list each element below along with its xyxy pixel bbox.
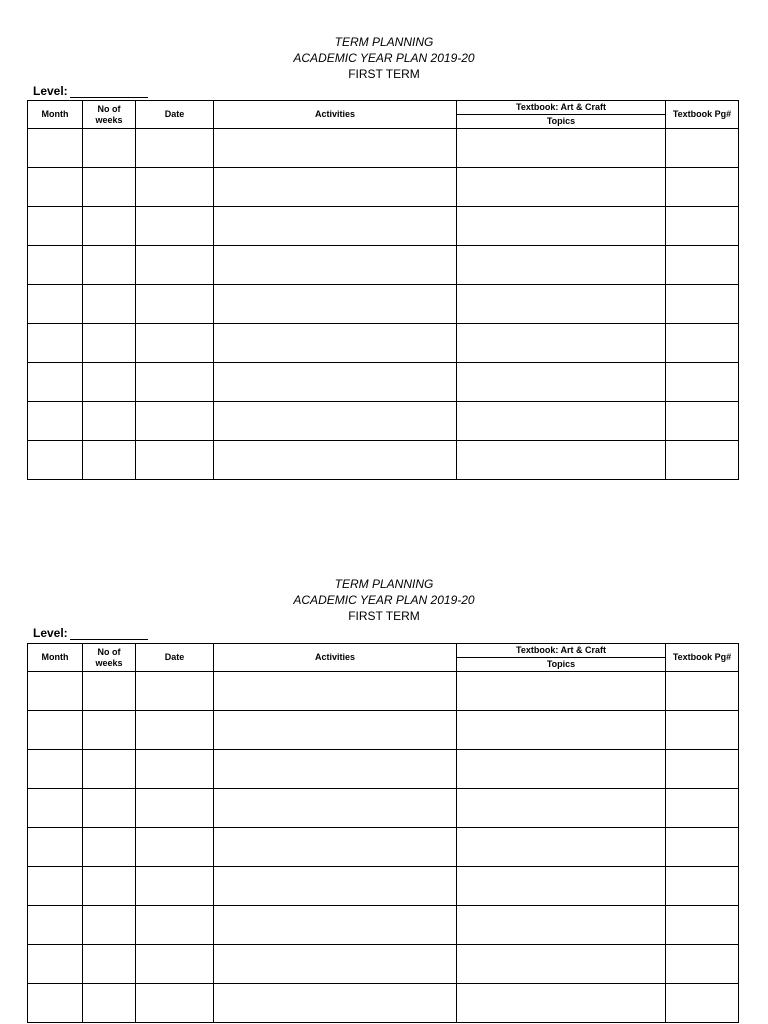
topics-cell[interactable] xyxy=(457,867,666,906)
month-cell[interactable] xyxy=(28,168,83,207)
header-textbook: Textbook: Art & Craft xyxy=(457,644,666,658)
month-cell[interactable] xyxy=(28,828,83,867)
topics-cell[interactable] xyxy=(457,363,666,402)
table-row xyxy=(28,750,739,789)
header-no-of-weeks: No of weeks xyxy=(83,101,136,129)
date-cell[interactable] xyxy=(136,906,214,945)
month-cell[interactable] xyxy=(28,441,83,480)
page-cell[interactable] xyxy=(666,906,739,945)
weeks-cell[interactable] xyxy=(83,246,136,285)
weeks-cell[interactable] xyxy=(83,207,136,246)
topics-cell[interactable] xyxy=(457,984,666,1023)
table-row xyxy=(28,867,739,906)
activities-cell[interactable] xyxy=(214,168,457,207)
date-cell[interactable] xyxy=(136,441,214,480)
activities-cell[interactable] xyxy=(214,867,457,906)
activities-cell[interactable] xyxy=(214,750,457,789)
table-row xyxy=(28,789,739,828)
activities-cell[interactable] xyxy=(214,246,457,285)
header-topics: Topics xyxy=(457,658,666,672)
page-cell[interactable] xyxy=(666,789,739,828)
page-cell[interactable] xyxy=(666,285,739,324)
activities-cell[interactable] xyxy=(214,285,457,324)
table-row xyxy=(28,363,739,402)
page-cell[interactable] xyxy=(666,867,739,906)
date-cell[interactable] xyxy=(136,129,214,168)
topics-cell[interactable] xyxy=(457,324,666,363)
level-field xyxy=(33,626,148,640)
level-label: Level: xyxy=(33,84,68,98)
topics-cell[interactable] xyxy=(457,246,666,285)
month-cell[interactable] xyxy=(28,129,83,168)
heading-first-term: FIRST TERM xyxy=(348,67,420,81)
month-cell[interactable] xyxy=(28,285,83,324)
date-cell[interactable] xyxy=(136,828,214,867)
page-cell[interactable] xyxy=(666,324,739,363)
page-cell[interactable] xyxy=(666,828,739,867)
activities-cell[interactable] xyxy=(214,672,457,711)
page-cell[interactable] xyxy=(666,441,739,480)
weeks-cell[interactable] xyxy=(83,711,136,750)
activities-cell[interactable] xyxy=(214,324,457,363)
topics-cell[interactable] xyxy=(457,402,666,441)
month-cell[interactable] xyxy=(28,402,83,441)
header-textbook: Textbook: Art & Craft xyxy=(457,101,666,115)
activities-cell[interactable] xyxy=(214,828,457,867)
table-row xyxy=(28,945,739,984)
page-cell[interactable] xyxy=(666,945,739,984)
heading-first-term: FIRST TERM xyxy=(348,609,420,623)
heading-term-planning: TERM PLANNING xyxy=(334,35,434,49)
table-row xyxy=(28,711,739,750)
activities-cell[interactable] xyxy=(214,906,457,945)
level-blank-line xyxy=(70,85,148,98)
header-month: Month xyxy=(28,101,83,129)
weeks-cell[interactable] xyxy=(83,324,136,363)
activities-cell[interactable] xyxy=(214,207,457,246)
page-cell[interactable] xyxy=(666,207,739,246)
term-plan-table xyxy=(27,100,739,480)
topics-cell[interactable] xyxy=(457,129,666,168)
date-cell[interactable] xyxy=(136,750,214,789)
activities-cell[interactable] xyxy=(214,441,457,480)
date-cell[interactable] xyxy=(136,867,214,906)
weeks-cell[interactable] xyxy=(83,984,136,1023)
weeks-cell[interactable] xyxy=(83,285,136,324)
topics-cell[interactable] xyxy=(457,789,666,828)
weeks-cell[interactable] xyxy=(83,867,136,906)
activities-cell[interactable] xyxy=(214,945,457,984)
page-cell[interactable] xyxy=(666,750,739,789)
date-cell[interactable] xyxy=(136,402,214,441)
activities-cell[interactable] xyxy=(214,129,457,168)
date-cell[interactable] xyxy=(136,363,214,402)
date-cell[interactable] xyxy=(136,285,214,324)
date-cell[interactable] xyxy=(136,207,214,246)
month-cell[interactable] xyxy=(28,906,83,945)
table-row xyxy=(28,207,739,246)
month-cell[interactable] xyxy=(28,945,83,984)
page-cell[interactable] xyxy=(666,711,739,750)
page-cell[interactable] xyxy=(666,129,739,168)
topics-cell[interactable] xyxy=(457,441,666,480)
activities-cell[interactable] xyxy=(214,363,457,402)
page-cell[interactable] xyxy=(666,246,739,285)
month-cell[interactable] xyxy=(28,324,83,363)
activities-cell[interactable] xyxy=(214,984,457,1023)
month-cell[interactable] xyxy=(28,246,83,285)
page-cell[interactable] xyxy=(666,363,739,402)
weeks-cell[interactable] xyxy=(83,672,136,711)
page-cell[interactable] xyxy=(666,672,739,711)
term-plan-heading xyxy=(0,576,768,624)
level-field xyxy=(33,84,148,98)
level-blank-line xyxy=(70,627,148,640)
month-cell[interactable] xyxy=(28,672,83,711)
topics-cell[interactable] xyxy=(457,750,666,789)
activities-cell[interactable] xyxy=(214,402,457,441)
header-textbook-page: Textbook Pg# xyxy=(666,101,739,129)
date-cell[interactable] xyxy=(136,168,214,207)
month-cell[interactable] xyxy=(28,363,83,402)
heading-term-planning: TERM PLANNING xyxy=(334,577,434,591)
page-cell[interactable] xyxy=(666,168,739,207)
header-activities: Activities xyxy=(214,644,457,672)
header-month: Month xyxy=(28,644,83,672)
heading-academic-year: ACADEMIC YEAR PLAN 2019-20 xyxy=(293,593,475,607)
table-row xyxy=(28,984,739,1023)
header-date: Date xyxy=(136,644,214,672)
weeks-cell[interactable] xyxy=(83,750,136,789)
month-cell[interactable] xyxy=(28,750,83,789)
month-cell[interactable] xyxy=(28,984,83,1023)
header-topics: Topics xyxy=(457,115,666,129)
date-cell[interactable] xyxy=(136,246,214,285)
level-label: Level: xyxy=(33,626,68,640)
weeks-cell[interactable] xyxy=(83,828,136,867)
topics-cell[interactable] xyxy=(457,672,666,711)
topics-cell[interactable] xyxy=(457,945,666,984)
topics-cell[interactable] xyxy=(457,828,666,867)
date-cell[interactable] xyxy=(136,324,214,363)
weeks-cell[interactable] xyxy=(83,363,136,402)
table-row xyxy=(28,168,739,207)
table-row xyxy=(28,285,739,324)
month-cell[interactable] xyxy=(28,711,83,750)
page-cell[interactable] xyxy=(666,984,739,1023)
heading-academic-year: ACADEMIC YEAR PLAN 2019-20 xyxy=(293,51,475,65)
topics-cell[interactable] xyxy=(457,168,666,207)
date-cell[interactable] xyxy=(136,789,214,828)
weeks-cell[interactable] xyxy=(83,168,136,207)
date-cell[interactable] xyxy=(136,672,214,711)
table-row xyxy=(28,246,739,285)
weeks-cell[interactable] xyxy=(83,906,136,945)
table-row xyxy=(28,129,739,168)
activities-cell[interactable] xyxy=(214,789,457,828)
term-plan-table xyxy=(27,643,739,1023)
weeks-cell[interactable] xyxy=(83,402,136,441)
date-cell[interactable] xyxy=(136,945,214,984)
table-row xyxy=(28,906,739,945)
header-activities: Activities xyxy=(214,101,457,129)
page-cell[interactable] xyxy=(666,402,739,441)
term-plan-heading xyxy=(0,34,768,82)
weeks-cell[interactable] xyxy=(83,441,136,480)
topics-cell[interactable] xyxy=(457,207,666,246)
table-row xyxy=(28,441,739,480)
month-cell[interactable] xyxy=(28,867,83,906)
topics-cell[interactable] xyxy=(457,906,666,945)
header-date: Date xyxy=(136,101,214,129)
table-row xyxy=(28,402,739,441)
topics-cell[interactable] xyxy=(457,711,666,750)
header-textbook-page: Textbook Pg# xyxy=(666,644,739,672)
activities-cell[interactable] xyxy=(214,711,457,750)
date-cell[interactable] xyxy=(136,711,214,750)
weeks-cell[interactable] xyxy=(83,945,136,984)
weeks-cell[interactable] xyxy=(83,789,136,828)
topics-cell[interactable] xyxy=(457,285,666,324)
weeks-cell[interactable] xyxy=(83,129,136,168)
table-row xyxy=(28,324,739,363)
month-cell[interactable] xyxy=(28,789,83,828)
month-cell[interactable] xyxy=(28,207,83,246)
header-no-of-weeks: No of weeks xyxy=(83,644,136,672)
date-cell[interactable] xyxy=(136,984,214,1023)
table-row xyxy=(28,672,739,711)
table-row xyxy=(28,828,739,867)
